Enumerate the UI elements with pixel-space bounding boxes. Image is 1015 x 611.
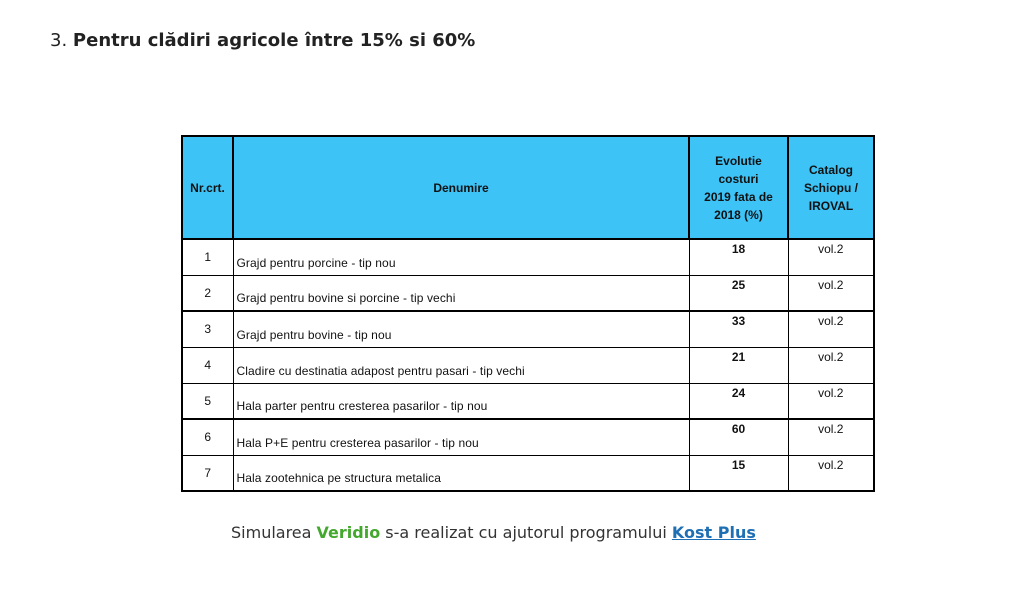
note-prefix: Simularea <box>231 523 317 542</box>
header-evolutie-text: Evolutie costuri 2019 fata de 2018 (%) <box>704 153 773 222</box>
cell-evolutie: 18 <box>689 239 788 275</box>
cell-catalog: vol.2 <box>788 455 874 491</box>
cost-evolution-table <box>181 135 875 492</box>
header-nr: Nr.crt. <box>182 136 233 239</box>
section-title: Pentru clădiri agricole între 15% si 60% <box>72 30 476 51</box>
table-header-row <box>182 136 874 239</box>
note-middle: s-a realizat cu ajutorul programului <box>380 523 672 542</box>
cost-table-container <box>181 135 875 492</box>
cell-catalog: vol.2 <box>788 347 874 383</box>
cell-nr: 6 <box>182 419 233 455</box>
cell-denumire: Hala zootehnica pe structura metalica <box>233 455 689 491</box>
cell-denumire: Grajd pentru porcine - tip nou <box>233 239 689 275</box>
cell-evolutie: 25 <box>689 275 788 311</box>
cell-evolutie: 24 <box>689 383 788 419</box>
header-denumire: Denumire <box>233 136 689 239</box>
section-number: 3. <box>50 30 68 51</box>
cell-denumire: Grajd pentru bovine - tip nou <box>233 311 689 347</box>
table-row <box>182 383 874 419</box>
cell-evolutie: 33 <box>689 311 788 347</box>
cell-catalog: vol.2 <box>788 419 874 455</box>
header-catalog <box>788 136 874 239</box>
cell-nr: 5 <box>182 383 233 419</box>
cell-nr: 7 <box>182 455 233 491</box>
cell-denumire: Cladire cu destinatia adapost pentru pasari - tip vechi <box>233 347 689 383</box>
table-row <box>182 455 874 491</box>
cell-nr: 4 <box>182 347 233 383</box>
cell-nr: 1 <box>182 239 233 275</box>
simulation-note <box>231 521 756 545</box>
table-row <box>182 239 874 275</box>
table-row <box>182 419 874 455</box>
header-catalog-text: Catalog Schiopu / IROVAL <box>804 162 858 213</box>
cell-nr: 3 <box>182 311 233 347</box>
cell-evolutie: 60 <box>689 419 788 455</box>
cell-evolutie: 21 <box>689 347 788 383</box>
cell-catalog: vol.2 <box>788 311 874 347</box>
header-evolutie <box>689 136 788 239</box>
cell-catalog: vol.2 <box>788 239 874 275</box>
kost-plus-link[interactable]: Kost Plus <box>671 523 756 542</box>
cell-nr: 2 <box>182 275 233 311</box>
cell-catalog: vol.2 <box>788 383 874 419</box>
cell-denumire: Hala P+E pentru cresterea pasarilor - tip nou <box>233 419 689 455</box>
table-row <box>182 275 874 311</box>
table-row <box>182 311 874 347</box>
cell-evolutie: 15 <box>689 455 788 491</box>
table-row <box>182 347 874 383</box>
brand-name: Veridio <box>316 523 381 542</box>
cell-denumire: Hala parter pentru cresterea pasarilor - tip nou <box>233 383 689 419</box>
cell-catalog: vol.2 <box>788 275 874 311</box>
cell-denumire: Grajd pentru bovine si porcine - tip vechi <box>233 275 689 311</box>
section-heading <box>50 28 475 54</box>
